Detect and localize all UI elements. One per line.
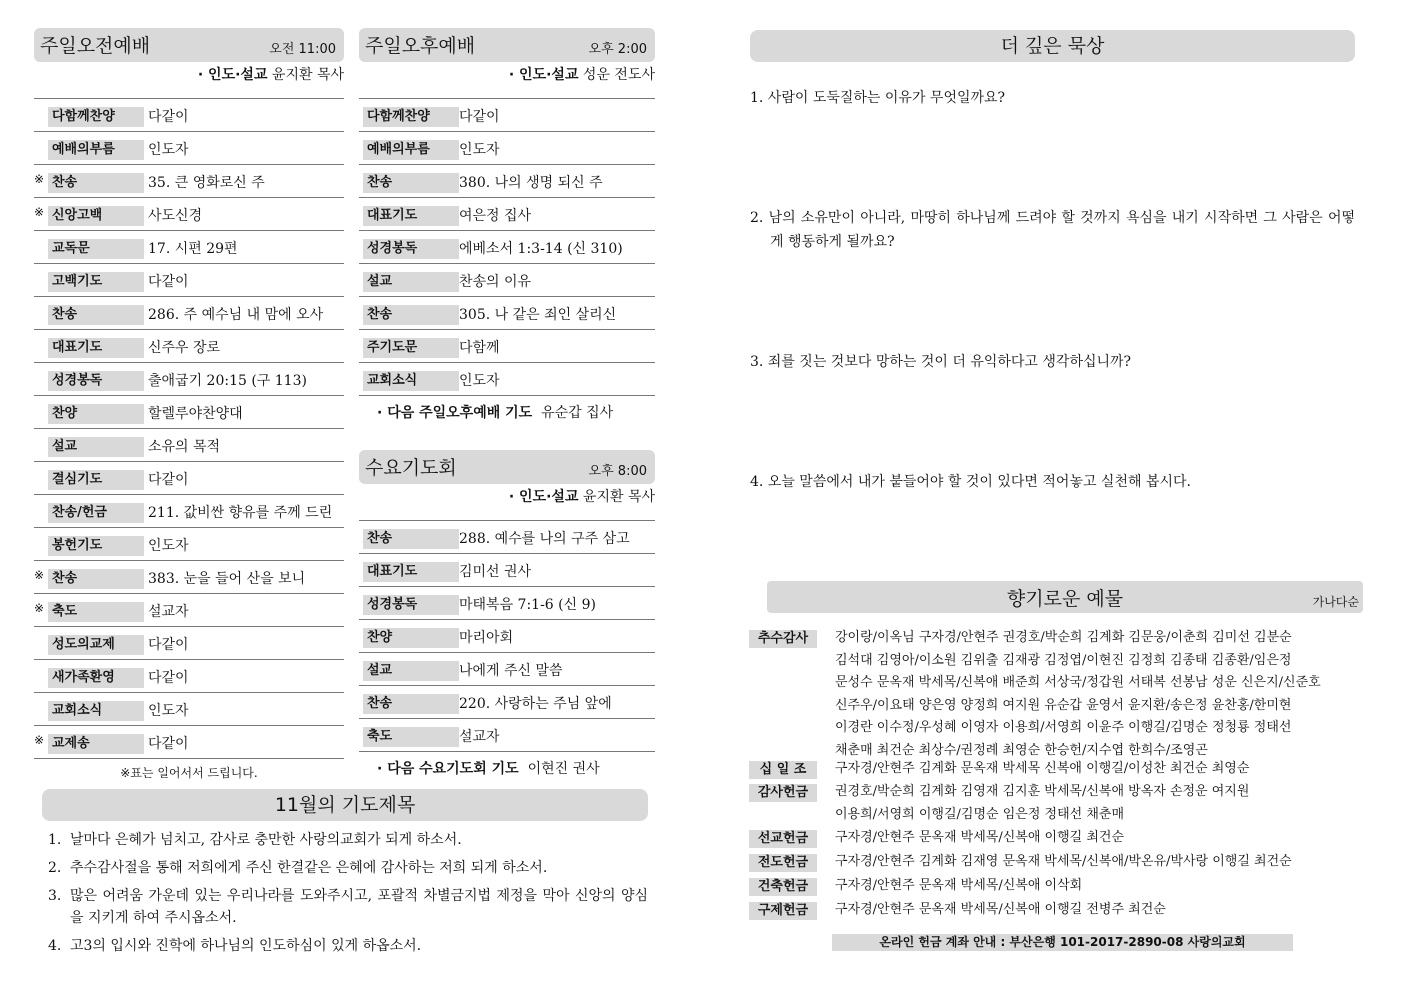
standing-mark: ※ [34, 733, 45, 747]
order-row [34, 298, 344, 330]
order-label: 대표기도 [363, 206, 459, 226]
order-row [359, 199, 655, 231]
order-value: 다같이 [148, 274, 189, 290]
offering-names-line: 이용희/서영희 이행길/김명순 임은정 정태선 채춘매 [835, 806, 1125, 822]
prayer-topic-text: 많은 어려움 가운데 있는 우리나라를 도와주시고, 포괄적 차별금지법 제정을 막아 신앙의 양심을 지키게 하여 주시옵소서. [70, 888, 648, 926]
order-label: 찬양 [48, 404, 144, 424]
order-row [34, 199, 344, 231]
morning-worship-time: 오전 11:00 [269, 42, 336, 57]
order-label: 다함께찬양 [48, 107, 144, 127]
order-value: 211. 값비싼 향유를 주께 드린 [148, 505, 333, 521]
morning-leader-prefix: · 인도·설교 [197, 67, 268, 83]
afternoon-worship-title: 주일오후예배 [365, 35, 476, 57]
order-value: 383. 눈을 들어 산을 보니 [148, 571, 306, 587]
order-label: 찬송 [48, 305, 144, 325]
offering-names-line: 구자경/안현주 김계화 문옥재 박세목 신복애 이행길/이성찬 최건순 최영순 [835, 761, 1250, 776]
offering-names-line: 권경호/박순희 김계화 김영재 김지훈 박세목/신복애 방옥자 손정운 여지원 [835, 784, 1250, 799]
order-label: 교제송 [48, 734, 144, 754]
prayer-topic-number: 1. [48, 832, 62, 848]
order-label: 새가족환영 [48, 668, 144, 688]
order-value: 380. 나의 생명 되신 주 [459, 175, 603, 191]
offering-title: 향기로운 예물 [1006, 588, 1124, 610]
prayer-topic [48, 857, 648, 879]
offering-category: 십 일 조 [749, 761, 817, 779]
order-value: 다같이 [148, 736, 189, 752]
order-label: 축도 [363, 727, 459, 747]
order-row [359, 621, 655, 653]
prayer-topic [48, 935, 648, 957]
offering-names-line: 신주우/이요태 양은영 양정희 여지원 유순갑 윤영서 윤지환/송은정 윤찬홍/한미현 [835, 697, 1292, 713]
order-row [359, 555, 655, 587]
afternoon-next-name: 유순갑 집사 [541, 405, 614, 421]
order-row [34, 430, 344, 462]
order-value: 305. 나 같은 죄인 살리신 [459, 307, 617, 323]
order-value: 인도자 [148, 142, 189, 158]
order-label: 찬송 [48, 173, 144, 193]
order-value: 설교자 [148, 604, 189, 620]
order-row [34, 397, 344, 429]
order-label: 대표기도 [363, 562, 459, 582]
order-label: 설교 [48, 437, 144, 457]
order-row [34, 463, 344, 495]
offering-names-line: 채춘매 최건순 최상수/권정례 최영순 한승헌/지수엽 한희수/조영곤 [835, 742, 1208, 758]
order-value: 다같이 [148, 472, 189, 488]
order-row [34, 496, 344, 528]
order-row [34, 331, 344, 363]
offering-names-line: 구자경/안현주 문옥재 박세목/신복애 이삭회 [835, 878, 1083, 893]
order-value: 286. 주 예수님 내 맘에 오사 [148, 307, 324, 323]
wednesday-title: 수요기도회 [365, 457, 457, 479]
morning-worship-section [34, 28, 344, 781]
standing-mark: ※ [34, 601, 45, 615]
order-label: 결심기도 [48, 470, 144, 490]
order-label: 교독문 [48, 239, 144, 259]
order-row [359, 522, 655, 554]
meditation-question: 1. 사람이 도둑질하는 이유가 무엇일까요? [750, 90, 1006, 106]
order-row [34, 265, 344, 297]
wednesday-order-list [359, 520, 655, 752]
order-label: 성경봉독 [48, 371, 144, 391]
order-label: 다함께찬양 [363, 107, 459, 127]
offering-account-info: 온라인 헌금 계좌 안내 : 부산은행 101-2017-2890-08 사랑의교회 [832, 934, 1293, 951]
order-value: 35. 큰 영화로신 주 [148, 175, 265, 191]
order-label: 축도 [48, 602, 144, 622]
order-label: 예배의부름 [363, 140, 459, 160]
offering-category: 추수감사 [749, 630, 817, 648]
order-value: 17. 시편 29편 [148, 241, 238, 257]
order-value: 김미선 권사 [459, 564, 532, 580]
order-row [34, 628, 344, 660]
wednesday-leader-prefix: · 인도·설교 [508, 489, 579, 505]
meditation-section [750, 30, 1355, 62]
offering-order-note: 가나다순 [1312, 595, 1359, 609]
order-label: 봉헌기도 [48, 536, 144, 556]
order-label: 찬송 [48, 569, 144, 589]
offering-names-line: 구자경/안현주 김계화 김재영 문옥재 박세목/신복애/박온유/박사랑 이행길 최건순 [835, 854, 1292, 869]
order-label: 찬양 [363, 628, 459, 648]
order-value: 인도자 [459, 373, 500, 389]
morning-leader-name: 윤지환 목사 [271, 67, 344, 83]
afternoon-next-label: · 다음 주일오후예배 기도 [377, 405, 533, 421]
prayer-topic [48, 829, 648, 851]
standing-footnote: ※표는 일어서서 드립니다. [120, 766, 258, 780]
order-row [34, 232, 344, 264]
order-label: 찬송 [363, 529, 459, 549]
order-label: 찬송 [363, 173, 459, 193]
meditation-question: 2. 남의 소유만이 아니라, 마땅히 하나님께 드려야 할 것까지 욕심을 내기 시작하면 그 사람은 어떻게 행동하게 될까요? [750, 210, 1355, 250]
order-value: 다같이 [148, 670, 189, 686]
order-row [359, 232, 655, 264]
order-label: 설교 [363, 661, 459, 681]
wednesday-leader [359, 486, 655, 508]
order-value: 할렐루야찬양대 [148, 406, 243, 422]
afternoon-leader-name: 성운 전도사 [582, 67, 655, 83]
offering-header [767, 581, 1363, 613]
morning-worship-title: 주일오전예배 [40, 35, 151, 57]
order-value: 여은정 집사 [459, 208, 532, 224]
offering-category: 건축헌금 [749, 878, 817, 896]
afternoon-worship-header [359, 28, 655, 62]
standing-mark: ※ [34, 172, 45, 186]
order-row [34, 595, 344, 627]
standing-mark: ※ [34, 568, 45, 582]
meditation-question: 3. 죄를 짓는 것보다 망하는 것이 더 유익하다고 생각하십니까? [750, 354, 1132, 370]
order-row [34, 727, 344, 759]
order-row [34, 529, 344, 561]
order-label: 예배의부름 [48, 140, 144, 160]
order-label: 고백기도 [48, 272, 144, 292]
offering-category: 감사헌금 [749, 784, 817, 802]
order-row [359, 265, 655, 297]
order-label: 대표기도 [48, 338, 144, 358]
wednesday-time: 오후 8:00 [588, 464, 647, 479]
prayer-topics-section [42, 789, 648, 963]
wednesday-section [359, 450, 655, 778]
order-row [359, 364, 655, 396]
order-label: 교회소식 [363, 371, 459, 391]
order-row [359, 588, 655, 620]
order-value: 출애굽기 20:15 (구 113) [148, 373, 307, 389]
order-row [34, 364, 344, 396]
prayer-topic-text: 고3의 입시와 진학에 하나님의 인도하심이 있게 하옵소서. [70, 938, 422, 954]
morning-worship-header [34, 28, 344, 62]
order-label: 주기도문 [363, 338, 459, 358]
order-row [359, 331, 655, 363]
order-label: 성경봉독 [363, 239, 459, 259]
offering-category: 구제헌금 [749, 902, 817, 920]
order-row [359, 133, 655, 165]
offering-category: 선교헌금 [749, 830, 817, 848]
order-row [359, 687, 655, 719]
order-label: 설교 [363, 272, 459, 292]
order-value: 신주우 장로 [148, 340, 221, 356]
wednesday-leader-name: 윤지환 목사 [582, 489, 655, 505]
meditation-question: 4. 오늘 말씀에서 내가 붙들어야 할 것이 있다면 적어놓고 실천해 봅시다. [750, 474, 1191, 490]
order-value: 다같이 [148, 637, 189, 653]
prayer-topic-text: 추수감사절을 통해 저희에게 주신 한결같은 은혜에 감사하는 저희 되게 하소서. [70, 860, 548, 876]
prayer-topic-number: 2. [48, 860, 62, 876]
offering-names-line: 구자경/안현주 문옥재 박세목/신복애 이행길 최건순 [835, 830, 1125, 845]
standing-mark: ※ [34, 205, 45, 219]
order-label: 찬송 [363, 305, 459, 325]
offering-category: 전도헌금 [749, 854, 817, 872]
wednesday-header [359, 450, 655, 484]
order-value: 다함께 [459, 340, 500, 356]
morning-leader [34, 64, 344, 86]
prayer-topic-number: 3. [48, 888, 62, 904]
wednesday-next-label: · 다음 수요기도회 기도 [377, 761, 519, 777]
order-value: 인도자 [148, 538, 189, 554]
order-label: 찬송/헌금 [48, 503, 144, 523]
offering-names-line: 강이랑/이옥님 구자경/안현주 권경호/박순희 김계화 김문웅/이춘희 김미선 김분순 [835, 630, 1292, 645]
order-value: 찬송의 이유 [459, 274, 532, 290]
order-value: 나에게 주신 말씀 [459, 663, 563, 679]
order-label: 찬송 [363, 694, 459, 714]
afternoon-next-prayer [359, 402, 655, 422]
order-row [359, 166, 655, 198]
prayer-topic-number: 4. [48, 938, 62, 954]
order-row [34, 133, 344, 165]
wednesday-next-name: 이현진 권사 [527, 761, 600, 777]
afternoon-leader-prefix: · 인도·설교 [508, 67, 579, 83]
prayer-topics-title: 11월의 기도제목 [42, 789, 648, 821]
order-row [359, 298, 655, 330]
order-value: 220. 사랑하는 주님 앞에 [459, 696, 612, 712]
order-label: 신앙고백 [48, 206, 144, 226]
meditation-title: 더 깊은 묵상 [750, 30, 1355, 62]
afternoon-order-list [359, 98, 655, 396]
order-row [34, 694, 344, 726]
afternoon-worship-section [359, 28, 655, 422]
wednesday-next-prayer [359, 758, 655, 778]
order-row [34, 562, 344, 594]
afternoon-worship-time: 오후 2:00 [588, 42, 647, 57]
order-label: 교회소식 [48, 701, 144, 721]
offering-names-line: 구자경/안현주 문옥재 박세목/신복애 이행길 전병주 최건순 [835, 902, 1166, 917]
order-value: 소유의 목적 [148, 439, 221, 455]
offering-names-line: 이경란 이수정/우성혜 이영자 이용희/서영희 이윤주 이행길/김명순 정청룡 정태선 [835, 720, 1292, 735]
order-row [34, 661, 344, 693]
prayer-topic-text: 날마다 은혜가 넘치고, 감사로 충만한 사랑의교회가 되게 하소서. [70, 832, 462, 848]
morning-order-list [34, 98, 344, 759]
order-value: 인도자 [459, 142, 500, 158]
order-row [359, 654, 655, 686]
order-value: 288. 예수를 나의 구주 삼고 [459, 531, 630, 547]
offering-names-line: 문성수 문옥재 박세목/신복애 배준희 서상국/정갑원 서태복 선봉남 성운 신은지/신준호 [835, 675, 1321, 690]
afternoon-leader [359, 64, 655, 86]
order-row [34, 100, 344, 132]
order-label: 성경봉독 [363, 595, 459, 615]
order-value: 인도자 [148, 703, 189, 719]
order-value: 에베소서 1:3-14 (신 310) [459, 241, 623, 257]
prayer-topics-list [42, 829, 648, 957]
order-value: 사도신경 [148, 208, 203, 224]
order-value: 다같이 [148, 109, 189, 125]
order-label: 성도의교제 [48, 635, 144, 655]
order-row [359, 720, 655, 752]
prayer-topic [48, 885, 648, 929]
order-value: 다같이 [459, 109, 500, 125]
offering-names-line: 김석대 김영아/이소원 김위출 김재광 김정엽/이현진 김정희 김종태 김종환/임은정 [835, 652, 1292, 668]
order-value: 설교자 [459, 729, 500, 745]
order-row [34, 166, 344, 198]
order-value: 마리아회 [459, 630, 514, 646]
order-value: 마태복음 7:1-6 (신 9) [459, 597, 596, 613]
order-row [359, 100, 655, 132]
